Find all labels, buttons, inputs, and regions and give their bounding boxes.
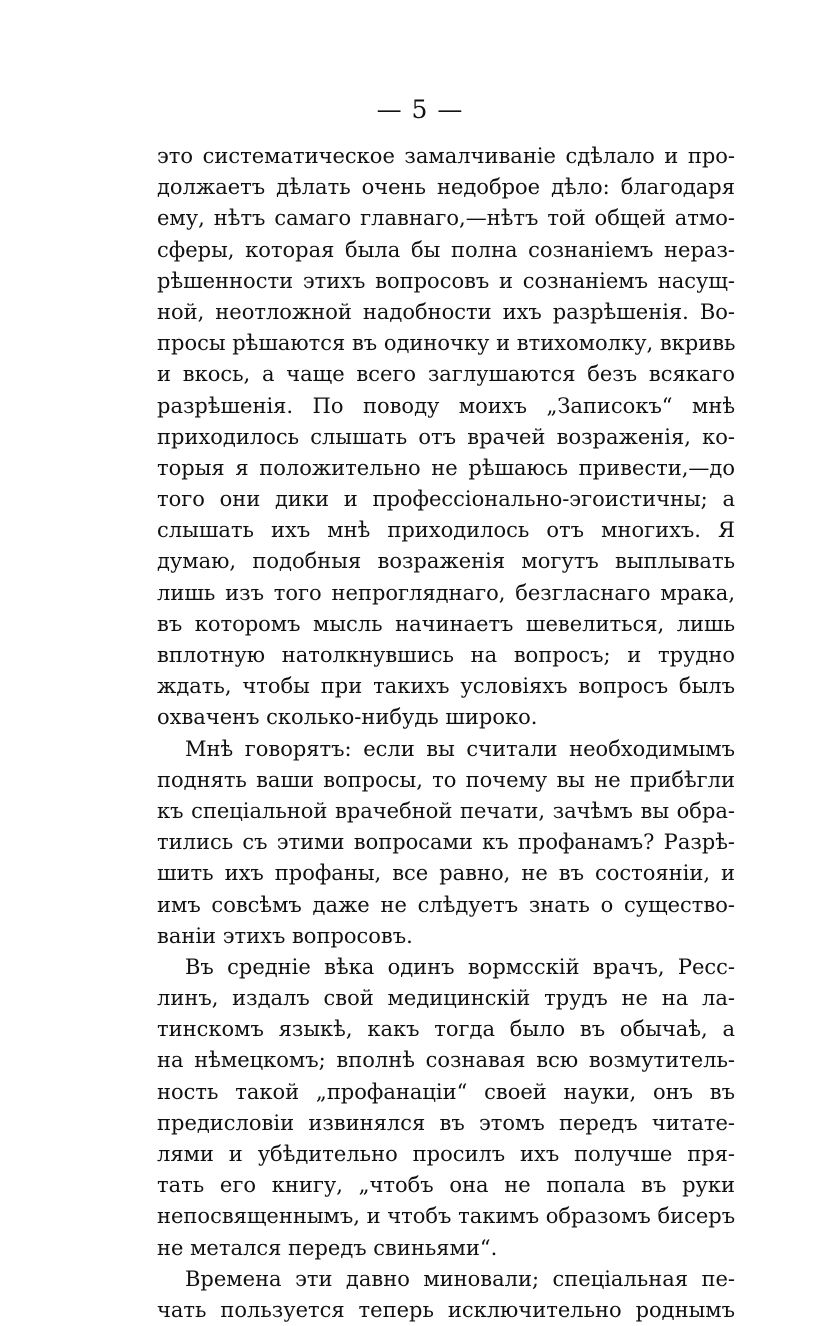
text-line: разрѣшенія. По поводу моихъ „Записокъ“ мнѣ [157,393,735,418]
text-line: должаетъ дѣлать очень недоброе дѣло: благодаря [157,175,735,200]
body-text [157,141,735,1326]
text-line: имъ совсѣмъ даже не слѣдуетъ знать о существо- [157,892,735,917]
text-line: просы рѣшаются въ одиночку и втихомолку, вкривь [157,331,735,356]
text-line: непосвященнымъ, и чтобъ такимъ образомъ бисеръ [157,1204,735,1229]
text-line: это систематическое замалчиваніе сдѣлало и про- [157,144,735,168]
text-line: ему, нѣтъ самаго главнаго,—нѣтъ той общей атмо- [157,206,735,231]
text-line: не метался передъ свиньями“. [157,1235,498,1260]
text-line: сферы, которая была бы полна сознаніемъ нераз- [157,237,735,262]
text-line: ваніи этихъ вопросовъ. [157,923,413,948]
text-line: тились съ этими вопросами къ профанамъ? Разрѣ- [157,830,735,855]
text-line: на нѣмецкомъ; вполнѣ сознавая всю возмутитель- [157,1048,735,1073]
text-line: того они дики и профессіонально-эгоистичны; а [157,487,735,512]
text-line: лями и убѣдительно просилъ ихъ получше пря- [157,1142,735,1166]
text-line: поднять ваши вопросы, то почему вы не прибѣгли [157,767,735,792]
text-line: чать пользуется теперь исключительно роднымъ [157,1297,735,1322]
text-line: ность такой „профанаціи“ своей науки, онъ въ [157,1079,735,1104]
text-line: лишь изъ того непрогляднаго, безгласнаго мрака, [157,580,735,605]
text-line: шить ихъ профаны, все равно, не въ состояніи, и [157,861,735,886]
text-line: ждать, чтобы при такихъ условіяхъ вопросъ былъ [157,674,735,699]
text-line: линъ, издалъ свой медицинскій трудъ не на ла- [157,986,735,1011]
text-line: къ спеціальной врачебной печати, зачѣмъ вы обра- [157,798,735,823]
text-line: предисловіи извинялся въ этомъ передъ читате- [157,1110,735,1135]
text-line: тинскомъ языкѣ, какъ тогда было въ обычаѣ, а [157,1017,735,1042]
text-line: тать его книгу, „чтобъ она не попала въ руки [157,1173,735,1198]
text-line: и вкось, а чаще всего заглушаются безъ всякаго [157,362,735,387]
text-line: приходилось слышать отъ врачей возраженія, ко- [157,424,735,449]
text-line: въ которомъ мысль начинаетъ шевелиться, лишь [157,611,735,636]
text-line: рѣшенности этихъ вопросовъ и сознаніемъ насущ- [157,268,735,293]
text-line: ной, неотложной надобности ихъ разрѣшенія. Во- [157,299,735,324]
text-line: торыя я положительно не рѣшаюсь привести,—до [157,455,735,480]
text-line: думаю, подобныя возраженія могутъ выплывать [157,549,735,574]
text-line: Мнѣ говорятъ: если вы считали необходимымъ [185,736,735,761]
text-line: охваченъ сколько-нибудь широко. [157,705,538,730]
text-line: Времена эти давно миновали; спеціальная пе- [185,1266,735,1291]
text-line: вплотную натолкнувшись на вопросъ; и трудно [157,643,735,667]
page-number: — 5 — [376,95,464,124]
text-line: Въ средніе вѣка одинъ вормсскій врачъ, Ресс- [185,954,735,979]
text-line: слышать ихъ мнѣ приходилось отъ многихъ. Я [157,518,735,543]
